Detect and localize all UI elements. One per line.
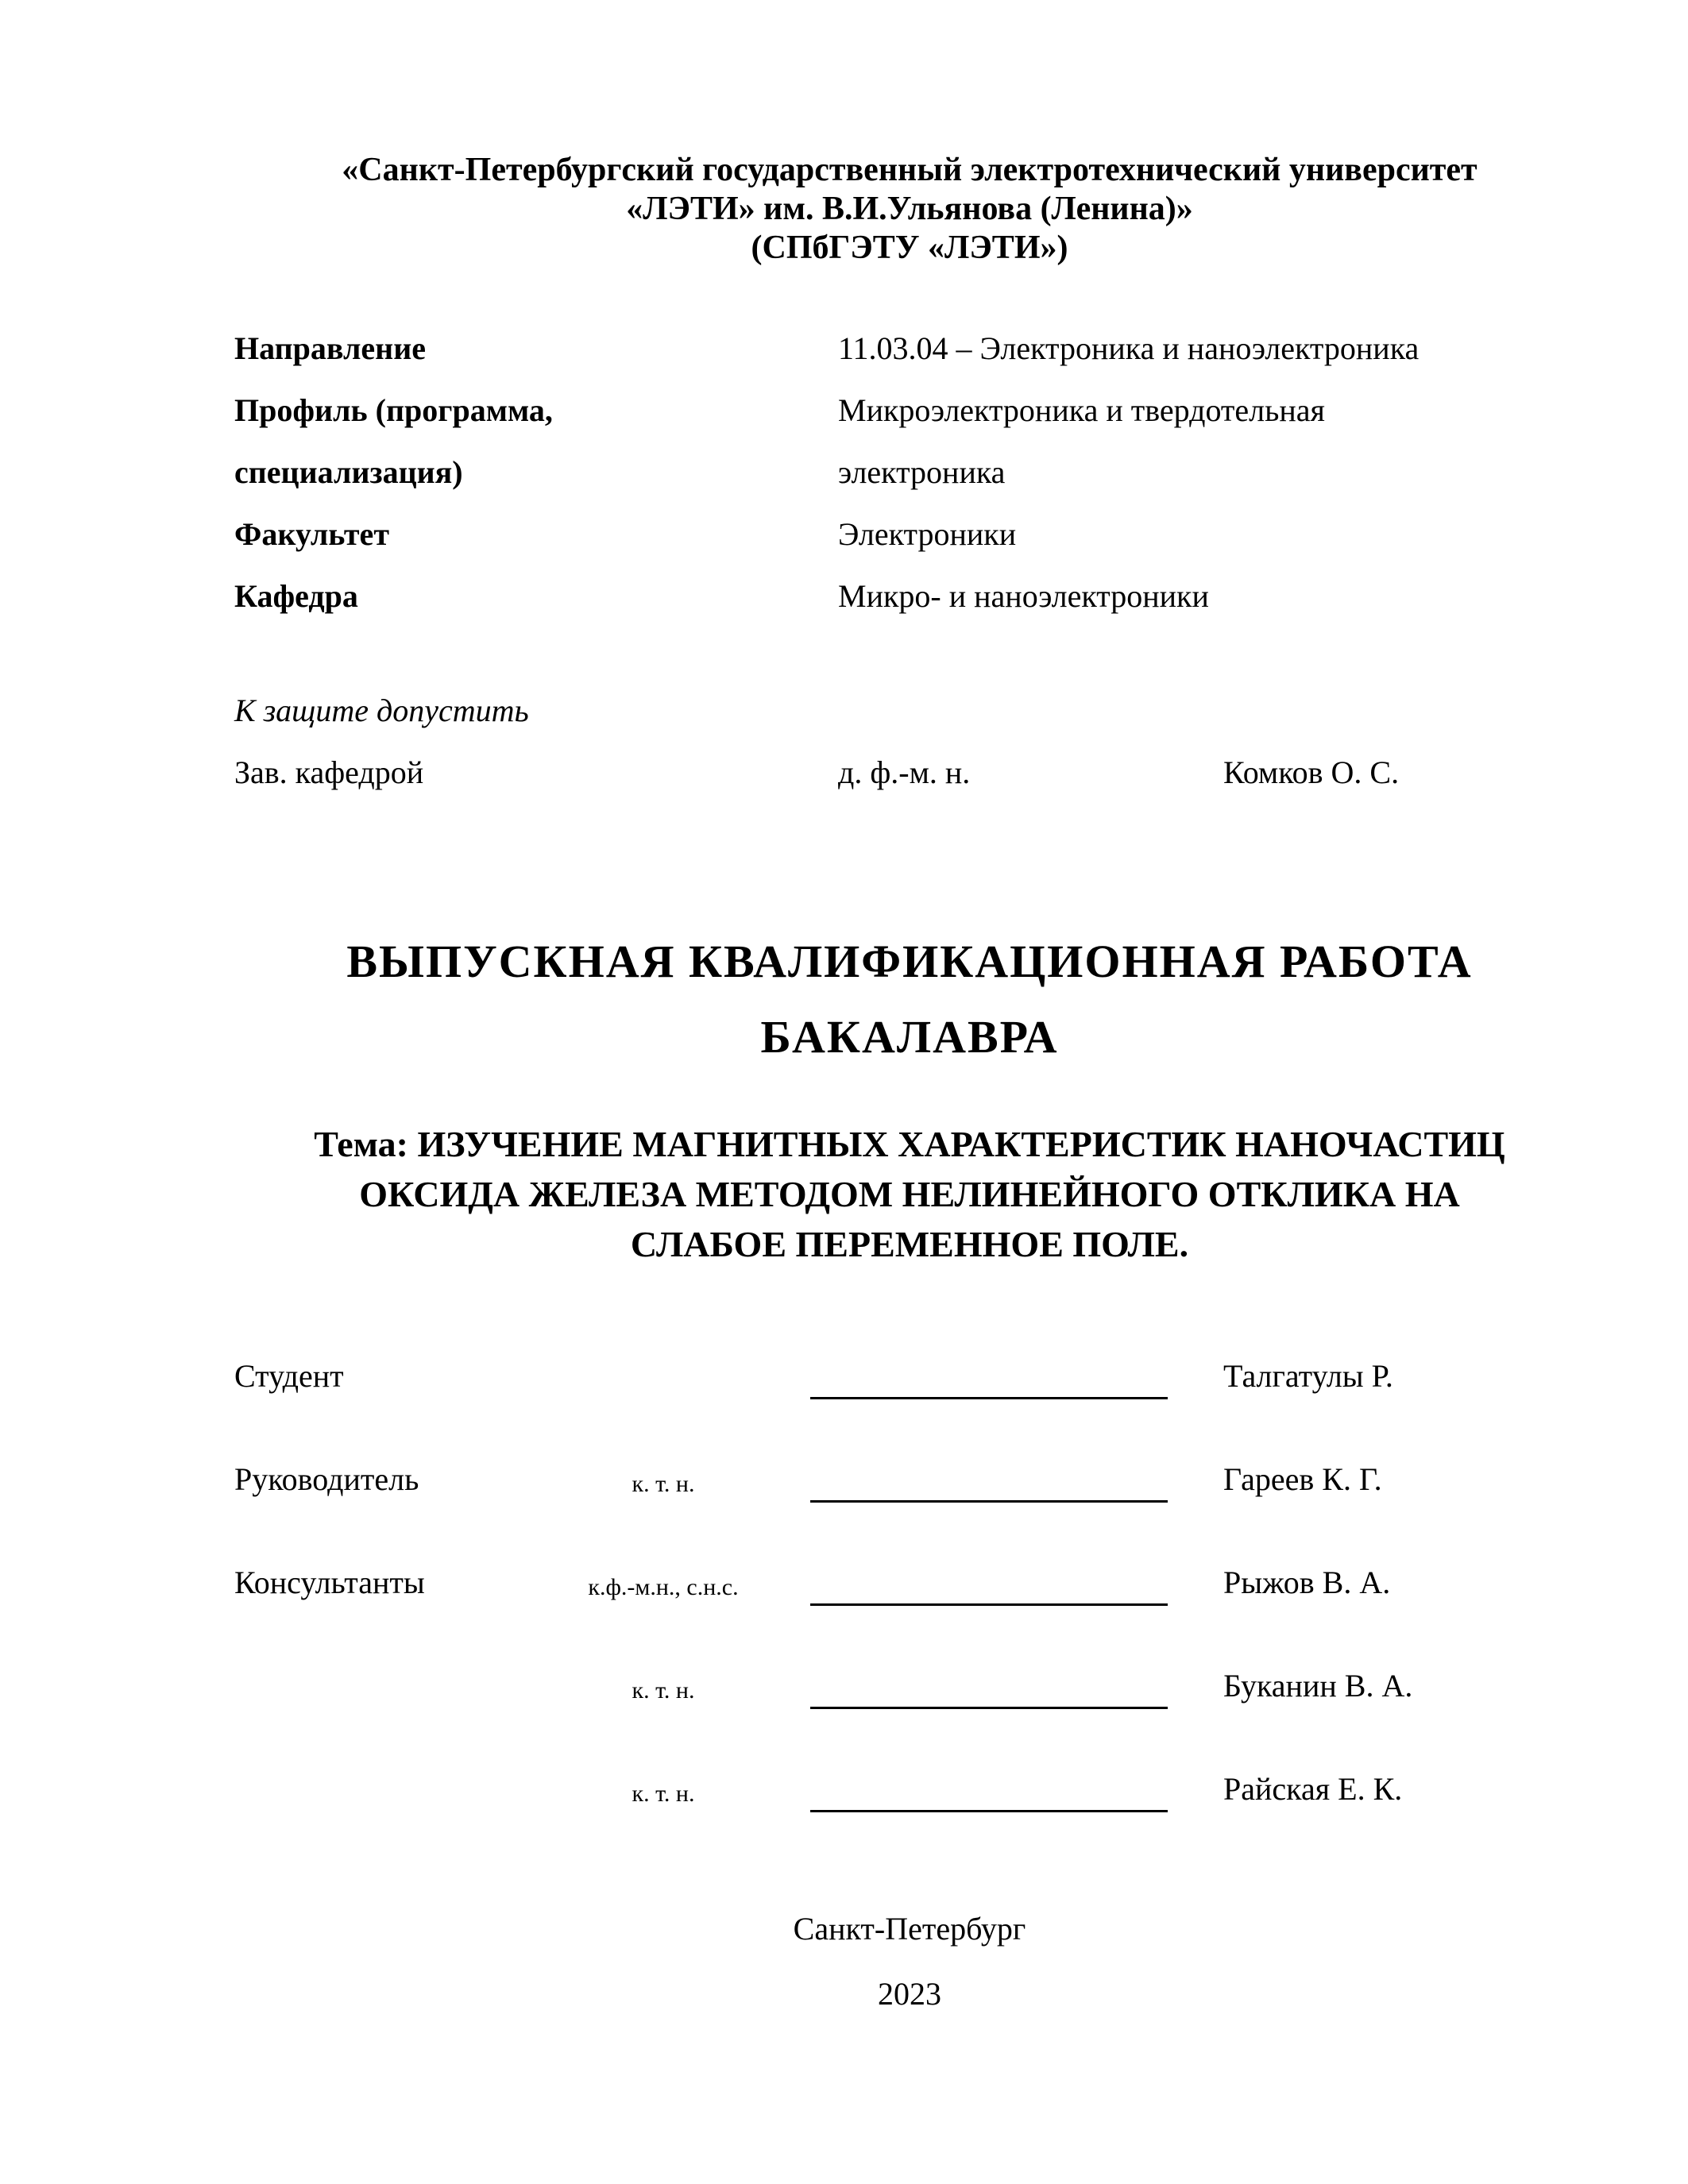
profile-value-line2: электроника [838, 454, 1006, 490]
admit-to-defense-line: К защите допустить [234, 693, 529, 728]
signature-row-consultant-1 [234, 1553, 1585, 1656]
signature-name: Талгатулы Р. [1223, 1358, 1393, 1394]
signatures-block [234, 1346, 1585, 1862]
signature-degree: к. т. н. [632, 1471, 695, 1497]
signature-label: Руководитель [234, 1461, 419, 1497]
university-name-line1: «Санкт-Петербургский государственный электротехнический университет [342, 152, 1477, 188]
profile-value [838, 380, 1585, 504]
signature-row-supervisor [234, 1449, 1585, 1553]
footer-year: 2023 [878, 1976, 941, 2012]
direction-value: 11.03.04 – Электроника и наноэлектроника [838, 330, 1420, 366]
signature-row-consultant-3 [234, 1759, 1585, 1862]
signature-degree: к.ф.-м.н., с.н.с. [588, 1574, 739, 1600]
department-label: Кафедра [234, 578, 358, 614]
department-head-label: Зав. кафедрой [234, 754, 424, 790]
signature-name: Гареев К. Г. [1223, 1461, 1382, 1497]
signature-label: Студент [234, 1358, 344, 1394]
signature-line [810, 1603, 1168, 1606]
work-title [234, 924, 1585, 1075]
signature-degree: к. т. н. [632, 1781, 695, 1807]
theme-block [234, 1119, 1585, 1269]
university-header [234, 151, 1585, 268]
faculty-value: Электроники [838, 516, 1017, 552]
profile-label-line2: специализация) [234, 454, 463, 490]
signature-line [810, 1810, 1168, 1812]
approval-block [234, 680, 1585, 804]
signature-line [810, 1397, 1168, 1399]
signature-line [810, 1500, 1168, 1503]
signature-label: Консультанты [234, 1565, 425, 1600]
signature-name: Рыжов В. А. [1223, 1565, 1391, 1600]
faculty-label: Факультет [234, 516, 389, 552]
direction-label: Направление [234, 330, 426, 366]
signature-row-student [234, 1346, 1585, 1449]
profile-label-line1: Профиль (программа, [234, 392, 553, 428]
department-value: Микро- и наноэлектроники [838, 578, 1209, 614]
program-fields [234, 318, 1585, 627]
theme-line2: ОКСИДА ЖЕЛЕЗА МЕТОДОМ НЕЛИНЕЙНОГО ОТКЛИКА НА [359, 1174, 1460, 1214]
signature-name: Буканин В. А. [1223, 1668, 1413, 1704]
theme-line1: Тема: ИЗУЧЕНИЕ МАГНИТНЫХ ХАРАКТЕРИСТИК НАНОЧАСТИЦ [314, 1124, 1505, 1164]
department-head-degree: д. ф.-м. н. [838, 754, 971, 790]
profile-label [234, 380, 838, 504]
theme-line3: СЛАБОЕ ПЕРЕМЕННОЕ ПОЛЕ. [630, 1224, 1189, 1264]
work-title-line1: ВЫПУСКНАЯ КВАЛИФИКАЦИОННАЯ РАБОТА [346, 936, 1473, 987]
department-head-row [234, 742, 1585, 804]
university-name-line2: «ЛЭТИ» им. В.И.Ульянова (Ленина)» [626, 191, 1193, 227]
program-fields-grid [234, 318, 1585, 627]
signature-row-consultant-2 [234, 1656, 1585, 1759]
department-head-name: Комков О. С. [1223, 754, 1400, 790]
footer-block [234, 1897, 1585, 2027]
signature-degree: к. т. н. [632, 1677, 695, 1704]
profile-value-line1: Микроэлектроника и твердотельная [838, 392, 1325, 428]
university-abbreviation: (СПбГЭТУ «ЛЭТИ») [751, 230, 1068, 266]
work-title-line2: БАКАЛАВРА [760, 1011, 1059, 1063]
signature-name: Райская Е. К. [1223, 1771, 1403, 1807]
footer-city: Санкт-Петербург [793, 1911, 1026, 1947]
signature-line [810, 1707, 1168, 1709]
